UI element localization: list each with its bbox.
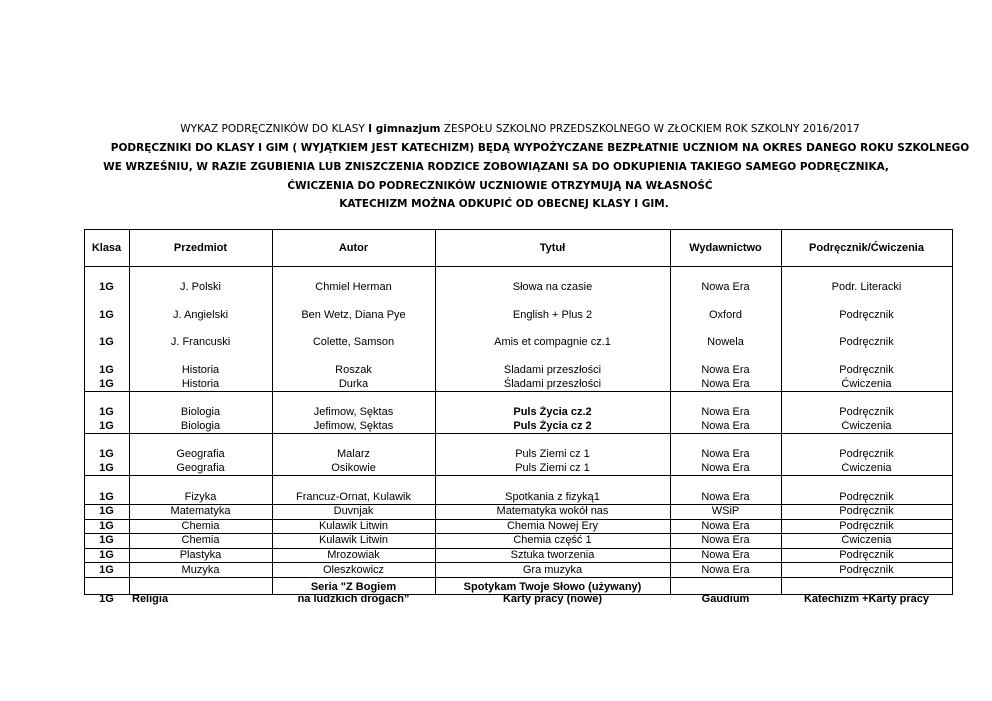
tytul-line2: Karty pracy (nowe): [502, 593, 603, 606]
spacer-cell: [272, 391, 435, 406]
spacer-cell: [670, 434, 781, 449]
spacer-cell: [129, 322, 272, 336]
table-row: [84, 563, 952, 578]
column-header-autor: Autor: [272, 230, 435, 267]
cell-typ: Podręcznik: [781, 548, 952, 563]
table-header-row: [84, 230, 952, 267]
column-header-typ: Podręcznik/Ćwiczenia: [781, 230, 952, 267]
spacer-cell: [84, 322, 129, 336]
cell-tytul: Spotkania z fizyką1: [435, 490, 670, 504]
title-prefix: WYKAZ PODRĘCZNIKÓW DO KLASY: [180, 123, 369, 135]
cell-klasa: 1G: [84, 462, 129, 476]
spacer-cell: [84, 434, 129, 449]
column-header-klasa: Klasa: [84, 230, 129, 267]
cell-przedmiot: Historia: [181, 364, 220, 377]
cell-typ: Podręcznik: [839, 448, 894, 461]
table-row: [84, 336, 952, 350]
cell-autor: Durka: [272, 377, 435, 391]
table-row: [84, 406, 952, 420]
cell-klasa: 1G: [84, 420, 129, 434]
cell-autor: Jefimow, Sęktas: [313, 406, 394, 419]
cell-tytul: Amis et compagnie cz.1: [494, 336, 611, 349]
column-header-przedmiot: Przedmiot: [129, 230, 272, 267]
cell-wydawnictwo: Nowa Era: [670, 563, 781, 578]
cell-klasa: 1G: [99, 593, 114, 606]
cell-tytul: Puls Ziemi cz 1: [435, 462, 670, 476]
cell-przedmiot: J. Angielski: [172, 308, 229, 321]
spacer-cell: [129, 295, 272, 309]
table-row: [84, 448, 952, 462]
cell-przedmiot: Chemia: [129, 534, 272, 549]
cell-klasa: 1G: [84, 548, 129, 563]
table-row: [84, 309, 952, 323]
spacer-cell: [781, 434, 952, 449]
cell-przedmiot: Biologia: [129, 420, 272, 434]
cell-tytul: Matematyka wokół nas: [435, 504, 670, 519]
cell-typ: Podr. Literacki: [831, 281, 902, 294]
spacer-row: [84, 434, 952, 449]
title-line-1: [24, 123, 992, 136]
notice-line-2: PODRĘCZNIKI DO KLASY I GIM ( WYJĄTKIEM JEST KATECHIZM) BĘDĄ WYPOŻYCZANE BEZPŁATNIE UCZNIOM NA OKRES DANEGO ROKU SZKOLNEGO: [110, 142, 970, 154]
cell-typ: Ćwiczenia: [781, 462, 952, 476]
cell-typ: Ćwiczenia: [781, 534, 952, 549]
spacer-cell: [435, 267, 670, 282]
notice-line-4: ĆWICZENIA DO PODRECZNIKÓW UCZNIOWIE OTRZYMUJĄ NA WŁASNOŚĆ: [287, 180, 713, 192]
cell-wydawnictwo: Nowa Era: [670, 377, 781, 391]
table-row: [84, 534, 952, 549]
spacer-cell: [129, 267, 272, 282]
spacer-row: [84, 322, 952, 336]
cell-tytul: Sztuka tworzenia: [435, 548, 670, 563]
spacer-cell: [84, 267, 129, 282]
spacer-cell: [435, 295, 670, 309]
spacer-cell: [129, 476, 272, 491]
spacer-row: [84, 476, 952, 491]
spacer-cell: [781, 350, 952, 364]
spacer-cell: [781, 476, 952, 491]
cell-autor: Kulawik Litwin: [272, 519, 435, 534]
cell-wydawnictwo: WSiP: [670, 504, 781, 519]
cell-autor: [272, 577, 435, 607]
table-row: [84, 490, 952, 504]
table-row-religia: [84, 577, 952, 607]
notice-line-3: WE WRZEŚNIU, W RAZIE ZGUBIENIA LUB ZNISZCZENIA RODZICE ZOBOWIĄZANI SA DO ODKUPIENIA TAKIEGO SAMEGO PODRĘCZNIKA,: [103, 161, 889, 173]
cell-autor: Chmiel Herman: [315, 281, 392, 294]
spacer-row: [84, 267, 952, 282]
table-row: [84, 519, 952, 534]
spacer-cell: [129, 391, 272, 406]
cell-tytul: Puls Ziemi cz 1: [515, 448, 590, 461]
spacer-row: [84, 350, 952, 364]
cell-tytul: English + Plus 2: [512, 308, 593, 321]
spacer-row: [84, 295, 952, 309]
spacer-cell: [435, 391, 670, 406]
spacer-cell: [272, 476, 435, 491]
cell-typ: Podręcznik: [781, 490, 952, 504]
table-row: [84, 420, 952, 434]
cell-przedmiot: Historia: [129, 377, 272, 391]
cell-klasa: 1G: [84, 377, 129, 391]
spacer-cell: [272, 322, 435, 336]
cell-typ: Ćwiczenia: [781, 420, 952, 434]
cell-typ: Ćwiczenia: [781, 377, 952, 391]
cell-klasa: 1G: [84, 534, 129, 549]
cell-przedmiot: Geografia: [176, 448, 225, 461]
cell-przedmiot: J. Polski: [180, 281, 221, 294]
table-row: [84, 548, 952, 563]
cell-przedmiot: Fizyka: [129, 490, 272, 504]
cell-tytul: Puls Życia cz 2: [435, 420, 670, 434]
spacer-cell: [129, 434, 272, 449]
column-header-tytul: Tytuł: [435, 230, 670, 267]
cell-wydawnictwo: Nowela: [707, 336, 744, 349]
cell-przedmiot: Biologia: [180, 406, 221, 419]
autor-line2: na ludzkich drogach”: [297, 593, 410, 606]
cell-wydawnictwo: Nowa Era: [670, 548, 781, 563]
cell-klasa: 1G: [99, 308, 114, 321]
cell-wydawnictwo: Gaudium: [701, 593, 750, 606]
notice-line-5: KATECHIZM MOŻNA ODKUPIĆ OD OBECNEJ KLASY I GIM.: [339, 198, 669, 210]
cell-autor: Osikowie: [272, 462, 435, 476]
table-row: [84, 281, 952, 295]
spacer-cell: [435, 434, 670, 449]
spacer-cell: [435, 350, 670, 364]
cell-autor: Roszak: [335, 364, 372, 377]
cell-wydawnictwo: Nowa Era: [701, 406, 750, 419]
cell-typ: Katechizm +Karty pracy: [803, 593, 930, 606]
cell-przedmiot: Muzyka: [129, 563, 272, 578]
table-row: [84, 504, 952, 519]
cell-tytul: Chemia część 1: [435, 534, 670, 549]
cell-tytul: Puls Życia cz.2: [513, 406, 592, 419]
cell-wydawnictwo: Nowa Era: [701, 364, 750, 377]
cell-autor: Oleszkowicz: [272, 563, 435, 578]
cell-wydawnictwo: Nowa Era: [670, 462, 781, 476]
cell-typ: Podręcznik: [839, 406, 894, 419]
cell-typ: Podręcznik: [839, 336, 894, 349]
spacer-cell: [781, 295, 952, 309]
spacer-cell: [670, 322, 781, 336]
spacer-cell: [781, 267, 952, 282]
spacer-cell: [435, 476, 670, 491]
cell-klasa: 1G: [99, 364, 114, 377]
cell-przedmiot: Matematyka: [129, 504, 272, 519]
cell-typ: Podręcznik: [839, 364, 894, 377]
spacer-cell: [435, 322, 670, 336]
cell-klasa: 1G: [84, 563, 129, 578]
cell-wydawnictwo: Nowa Era: [670, 420, 781, 434]
cell-przedmiot: Plastyka: [129, 548, 272, 563]
spacer-cell: [84, 350, 129, 364]
cell-autor: Jefimow, Sęktas: [272, 420, 435, 434]
spacer-cell: [670, 476, 781, 491]
cell-klasa: 1G: [84, 490, 129, 504]
spacer-cell: [670, 391, 781, 406]
cell-autor: Ben Wetz, Diana Pye: [301, 308, 406, 321]
spacer-cell: [84, 295, 129, 309]
spacer-cell: [781, 322, 952, 336]
textbook-table: [84, 229, 952, 607]
spacer-cell: [670, 295, 781, 309]
cell-autor: Kulawik Litwin: [272, 534, 435, 549]
cell-klasa: 1G: [99, 336, 114, 349]
autor-line1: Seria "Z Bogiem: [310, 580, 397, 593]
cell-przedmiot: Geografia: [129, 462, 272, 476]
cell-przedmiot: J. Francuski: [170, 336, 231, 349]
cell-wydawnictwo: Nowa Era: [670, 490, 781, 504]
spacer-cell: [129, 350, 272, 364]
cell-wydawnictwo: Nowa Era: [701, 281, 750, 294]
column-header-wydawnictwo: Wydawnictwo: [670, 230, 781, 267]
spacer-cell: [272, 267, 435, 282]
cell-typ: Podręcznik: [839, 308, 894, 321]
spacer-cell: [272, 434, 435, 449]
tytul-line1: Spotykam Twoje Słowo (używany): [463, 580, 642, 593]
cell-przedmiot: Chemia: [129, 519, 272, 534]
spacer-cell: [84, 391, 129, 406]
cell-tytul: Słowa na czasie: [512, 281, 593, 294]
title-class: I gimnazjum: [368, 123, 441, 135]
cell-wydawnictwo: Oxford: [708, 308, 742, 321]
cell-wydawnictwo: Nowa Era: [670, 534, 781, 549]
cell-autor: Malarz: [336, 448, 370, 461]
spacer-cell: [84, 476, 129, 491]
spacer-cell: [781, 391, 952, 406]
spacer-cell: [670, 267, 781, 282]
table-row: [84, 462, 952, 476]
cell-tytul: Śladami przeszłości: [435, 377, 670, 391]
table-row: [84, 377, 952, 391]
cell-wydawnictwo: Nowa Era: [701, 448, 750, 461]
cell-klasa: 1G: [99, 281, 114, 294]
table-row: [84, 364, 952, 378]
spacer-cell: [272, 350, 435, 364]
cell-typ: Podręcznik: [781, 519, 952, 534]
cell-tytul: Gra muzyka: [435, 563, 670, 578]
cell-autor: Francuz-Ornat, Kulawik: [272, 490, 435, 504]
spacer-cell: [670, 350, 781, 364]
cell-typ: Podręcznik: [781, 504, 952, 519]
cell-autor: Duvnjak: [272, 504, 435, 519]
cell-typ: Podręcznik: [781, 563, 952, 578]
cell-tytul: Chemia Nowej Ery: [435, 519, 670, 534]
cell-tytul: [435, 577, 670, 607]
cell-przedmiot: Religia: [132, 593, 169, 606]
spacer-cell: [272, 295, 435, 309]
cell-wydawnictwo: Nowa Era: [670, 519, 781, 534]
title-suffix: ZESPOŁU SZKOLNO PRZEDSZKOLNEGO W ZŁOCKIEM ROK SZKOLNY 2016/2017: [440, 123, 860, 135]
cell-klasa: 1G: [99, 406, 114, 419]
cell-tytul: Śladami przeszłości: [503, 364, 602, 377]
cell-klasa: 1G: [84, 504, 129, 519]
cell-klasa: 1G: [99, 448, 114, 461]
cell-klasa: 1G: [84, 519, 129, 534]
cell-autor: Colette, Samson: [312, 336, 395, 349]
spacer-row: [84, 391, 952, 406]
cell-autor: Mrozowiak: [272, 548, 435, 563]
